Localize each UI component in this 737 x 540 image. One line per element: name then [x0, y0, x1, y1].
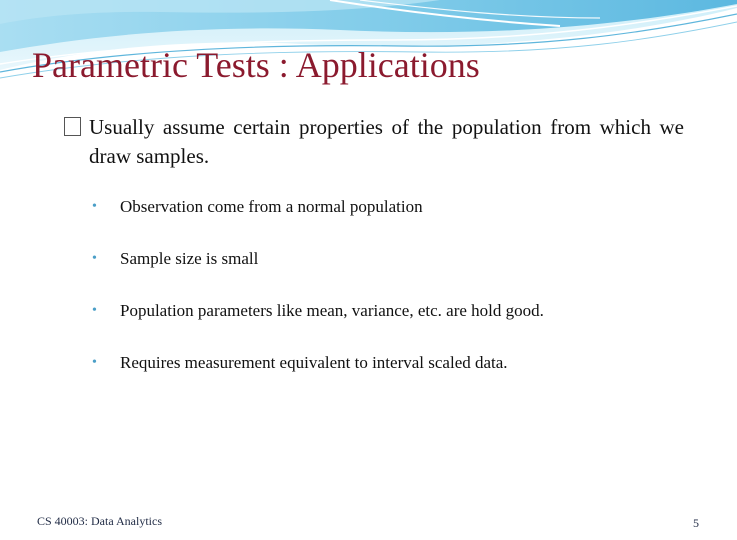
sub-bullet-item — [92, 351, 692, 403]
sub-bullet-text: Sample size is small — [120, 249, 259, 268]
bullet-box-icon — [64, 117, 81, 136]
bullet-dot-icon: • — [92, 199, 97, 214]
sub-bullet-item — [92, 247, 692, 299]
slide-page-number: 5 — [693, 516, 699, 530]
sub-bullet-item — [92, 299, 692, 351]
bullet-dot-icon: • — [92, 303, 97, 318]
bullet-dot-icon: • — [92, 355, 97, 370]
sub-bullet-list — [92, 195, 692, 403]
sub-bullet-text: Observation come from a normal population — [120, 197, 423, 216]
sub-bullet-text: Population parameters like mean, variance, etc. are hold good. — [120, 301, 544, 320]
bullet-dot-icon: • — [92, 251, 97, 266]
sub-bullet-item — [92, 195, 692, 247]
slide-title: Parametric Tests : Applications — [32, 45, 480, 85]
footer-course-name: CS 40003: Data Analytics — [37, 514, 162, 528]
main-bullet-text: Usually assume certain properties of the population from which we draw samples. — [89, 115, 684, 168]
sub-bullet-text: Requires measurement equivalent to interval scaled data. — [120, 353, 508, 372]
main-bullet-point — [64, 113, 684, 171]
